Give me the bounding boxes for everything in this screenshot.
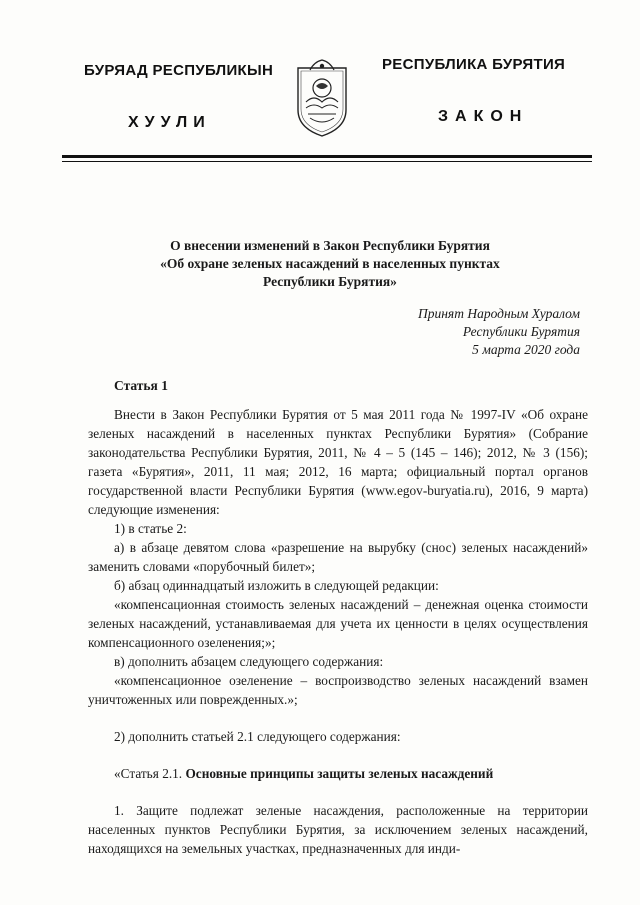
header-right-republic: РЕСПУБЛИКА БУРЯТИЯ: [382, 56, 566, 73]
header-divider-thick: [62, 155, 592, 158]
title-line: «Об охране зеленых насаждений в населенных пунктах: [160, 256, 500, 271]
amendment-item: 1) в статье 2:: [114, 521, 187, 536]
coat-of-arms-icon: [294, 58, 350, 138]
new-article-heading: [88, 764, 588, 783]
header-left-republic: БУРЯАД РЕСПУБЛИКЫН: [84, 62, 274, 79]
amendment-quote: «компенсационное озеленение – воспроизводство зеленых насаждений взамен уничтоженных или поврежденных.»;: [88, 673, 588, 707]
amendment-subitem: в) дополнить абзацем следующего содержания:: [114, 654, 384, 669]
amendment-item: 2) дополнить статьей 2.1 следующего содержания:: [114, 729, 401, 744]
header-right-law: ЗАКОН: [438, 108, 529, 125]
title-line: О внесении изменений в Закон Республики Бурятия: [170, 238, 490, 253]
adoption-date: 5 марта 2020 года: [472, 342, 580, 357]
article-intro: Внести в Закон Республики Бурятия от 5 мая 2011 года № 1997-IV «Об охране зеленых насаждений в населенных пунктах Республики Бурятия» (Собрание законодательства Республики Бурятия, 2011, № 4 – 5 (145 – 146); 2012, № 3 (156); газета «Бурятия», 2011, 11 мая; 2012, 16 марта; официальный портал органов государственной власти Республики Бурятия (www.egov-buryatia.ru), 2016, 9 марта) следующие изменения:: [88, 407, 588, 517]
header-divider-thin: [62, 161, 592, 162]
amendment-quote: «компенсационная стоимость зеленых насаждений – денежная оценка стоимости зеленых насаждений, устанавливаемая для учета их ценности в целях осуществления компенсационного озеленения;»;: [88, 597, 588, 650]
adoption-note: [330, 305, 580, 359]
header-left-law: ХУУЛИ: [128, 114, 211, 131]
amendment-subitem: а) в абзаце девятом слова «разрешение на вырубку (снос) зеленых насаждений» заменить словами «порубочный билет»;: [88, 540, 588, 574]
new-article-paragraph: 1. Защите подлежат зеленые насаждения, расположенные на территории населенных пунктов Республики Бурятия, за исключением зеленых насаждений, находящихся на земельных участках, предназначенных для инди-: [88, 803, 588, 856]
new-article-title: Основные принципы защиты зеленых насаждений: [185, 766, 494, 781]
law-title: [120, 237, 540, 291]
article-heading: Статья 1: [114, 378, 168, 393]
adoption-line: Республики Бурятия: [462, 324, 580, 339]
title-line: Республики Бурятия»: [263, 274, 397, 289]
article-body: [88, 405, 588, 858]
amendment-subitem: б) абзац одиннадцатый изложить в следующей редакции:: [114, 578, 439, 593]
adoption-line: Принят Народным Хуралом: [417, 306, 580, 321]
new-article-number: «Статья 2.1.: [114, 766, 183, 781]
